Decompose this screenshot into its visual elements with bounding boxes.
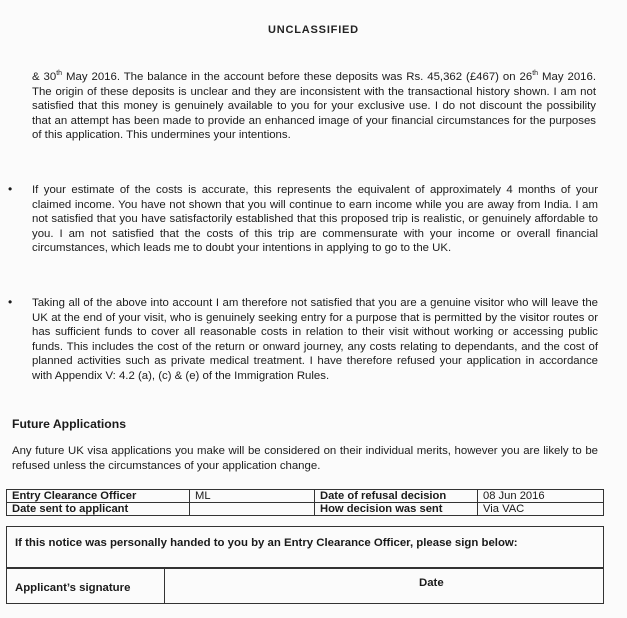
decision-details-table — [6, 489, 604, 516]
sent-date-value — [190, 503, 315, 516]
intro-ordinal-1: th — [56, 70, 63, 78]
signature-divider — [164, 569, 165, 603]
bullet-paragraph-conclusion: Taking all of the above into account I am therefore not satisfied that you are a genuine visitor who will leave the UK at the end of your visit, who is genuinely seeking entry for a purpose that is permitted by the visitor routes or has sufficient funds to cover all reasonable costs in relation to their visit without working or accessing public funds. This includes the cost of the return or onward journey, any costs relating to dependants, and the cost of planned activities such as private medical treatment. I have therefore refused your application in accordance with Appendix V: 4.2 (a), (c) & (e) of the Immigration Rules. — [32, 297, 598, 382]
bullet-symbol: • — [8, 182, 13, 196]
intro-date-prefix: & 30 — [32, 71, 57, 83]
classification-header: UNCLASSIFIED — [268, 24, 359, 36]
method-value: Via VAC — [478, 503, 604, 516]
signature-label: Applicant’s signature — [15, 582, 131, 594]
officer-label: Entry Clearance Officer — [7, 490, 190, 503]
intro-text-1: May 2016. The balance in the account before these deposits was Rs. 45,362 (£467) on 26 — [62, 71, 533, 83]
bullet-paragraph-costs: If your estimate of the costs is accurate, this represents the equivalent of approximately 4 months of your claimed income. You have not shown that you will continue to earn income while you are away from India. I am not satisfied that you have satisfactorily established that this proposed trip is realistic, or genuinely affordable to you. I am not satisfied that the costs of this trip are commensurate with your income or overall financial circumstances, which leads me to doubt your intentions in applying to go to the UK. — [32, 184, 598, 255]
table-row — [7, 490, 604, 503]
intro-ordinal-2: th — [532, 70, 539, 78]
signature-date-label: Date — [419, 577, 444, 589]
signature-row — [6, 568, 604, 604]
future-applications-heading: Future Applications — [12, 417, 126, 431]
refusal-date-value: 08 Jun 2016 — [478, 490, 604, 503]
method-label: How decision was sent — [315, 503, 478, 516]
officer-value: ML — [190, 490, 315, 503]
sign-instruction-box — [6, 526, 604, 568]
future-applications-text: Any future UK visa applications you make will be considered on their individual merits, however you are likely to be refused unless the circumstances of your application change. — [12, 445, 598, 472]
refusal-date-label: Date of refusal decision — [315, 490, 478, 503]
intro-text-2: May 2016. The origin of these deposits is unclear and they are inconsistent with the transactional history shown. I am not satisfied that this money is genuinely available to you for your exclusive use. I do not discount the possibility that an attempt has been made to provide an enhanced image of your financial circumstances for the purposes of this application. This undermines your intentions. — [32, 71, 596, 142]
sign-instruction-text: If this notice was personally handed to you by an Entry Clearance Officer, please sign below: — [15, 537, 518, 549]
bullet-symbol: • — [8, 295, 13, 309]
table-row — [7, 503, 604, 516]
intro-paragraph — [32, 70, 596, 143]
sent-date-label: Date sent to applicant — [7, 503, 190, 516]
